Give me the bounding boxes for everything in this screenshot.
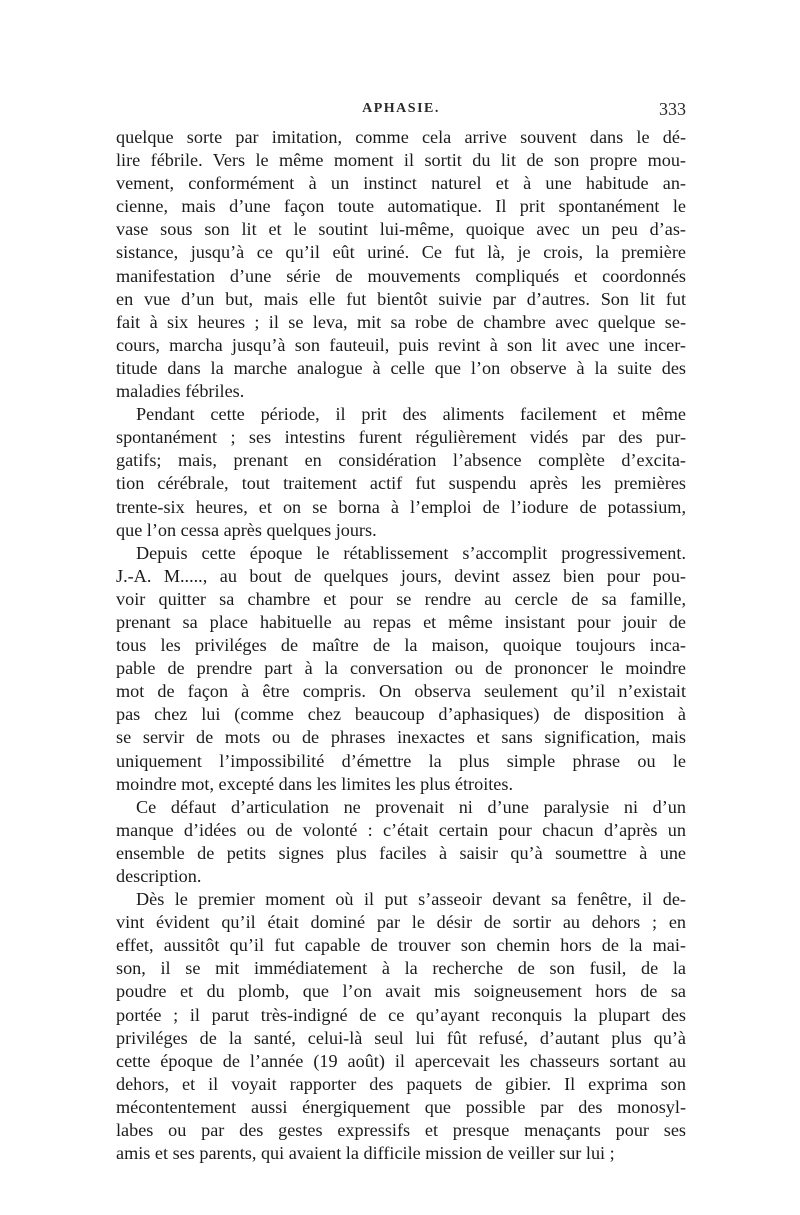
text-line: lire fébrile. Vers le même moment il sortit du lit de son propre mou- (116, 150, 686, 171)
body-text (116, 126, 686, 1165)
paragraph (116, 403, 686, 542)
text-line: Ce défaut d’articulation ne provenait ni d’une paralysie ni d’un (136, 796, 686, 817)
text-line: amis et ses parents, qui avaient la difficile mission de veiller sur lui ; (116, 1143, 615, 1164)
text-line: sistance, jusqu’à ce qu’il eût uriné. Ce fut là, je crois, la première (116, 242, 686, 263)
text-line: prenant sa place habituelle au repas et même insistant pour jouir de (116, 611, 686, 632)
text-line: labes ou par des gestes expressifs et presque menaçants pour ses (116, 1120, 686, 1141)
paragraph (116, 888, 686, 1165)
text-line: description. (116, 866, 202, 886)
text-line: se servir de mots ou de phrases inexactes et sans signification, mais (116, 727, 686, 748)
page-number: 333 (659, 99, 686, 119)
text-line: cette époque de l’année (19 août) il apercevait les chasseurs sortant au (116, 1050, 686, 1071)
text-line: effet, aussitôt qu’il fut capable de trouver son chemin hors de la mai- (116, 935, 686, 956)
text-line: son, il se mit immédiatement à la recherche de son fusil, de la (116, 958, 686, 979)
text-line: moindre mot, excepté dans les limites les plus étroites. (116, 773, 514, 794)
running-head (116, 99, 686, 123)
text-line: Pendant cette période, il prit des aliments facilement et même (136, 404, 686, 425)
paragraph (116, 126, 686, 403)
text-line: vase sous son lit et le soutint lui-même, quoique avec un peu d’as- (116, 219, 686, 240)
text-line: uniquement l’impossibilité d’émettre la plus simple phrase ou le (116, 750, 686, 771)
text-line: ensemble de petits signes plus faciles à saisir qu’à soumettre à une (116, 842, 686, 863)
text-line: J.-A. M....., au bout de quelques jours, devint assez bien pour pou- (116, 565, 686, 586)
text-line: pable de prendre part à la conversation ou de prononcer le moindre (116, 658, 686, 679)
text-line: poudre et du plomb, que l’on avait mis soigneusement hors de sa (116, 981, 686, 1002)
paragraph (116, 796, 686, 888)
text-line: manque d’idées ou de volonté : c’était certain pour chacun d’après un (116, 819, 686, 840)
text-line: mécontentement aussi énergiquement que possible par des monosyl- (116, 1096, 686, 1117)
text-line: que l’on cessa après quelques jours. (116, 519, 377, 540)
text-line: cours, marcha jusqu’à son fauteuil, puis revint à son lit avec une incer- (116, 334, 686, 355)
text-line: dehors, et il voyait rapporter des paquets de gibier. Il exprima son (116, 1073, 686, 1094)
text-line: Dès le premier moment où il put s’asseoir devant sa fenêtre, il de- (136, 889, 686, 910)
text-line: trente-six heures, et on se borna à l’emploi de l’iodure de potassium, (116, 496, 686, 517)
text-line: fait à six heures ; il se leva, mit sa robe de chambre avec quelque se- (116, 311, 686, 332)
text-line: vint évident qu’il était dominé par le désir de sortir au dehors ; en (116, 912, 686, 933)
text-line: manifestation d’une série de mouvements compliqués et coordonnés (116, 265, 686, 286)
text-line: vement, conformément à un instinct naturel et à une habitude an- (116, 173, 686, 194)
text-line: priviléges de la santé, celui-là seul lui fût refusé, d’autant plus qu’à (116, 1027, 686, 1048)
text-line: tous les priviléges de maître de la maison, quoique toujours inca- (116, 635, 686, 656)
text-line: voir quitter sa chambre et pour se rendre au cercle de sa famille, (116, 588, 686, 609)
running-title: APHASIE. (362, 101, 440, 116)
text-line: gatifs; mais, prenant en considération l’absence complète d’excita- (116, 450, 686, 471)
text-line: portée ; il parut très-indigné de ce qu’ayant reconquis la plupart des (116, 1004, 686, 1025)
text-line: cienne, mais d’une façon toute automatique. Il prit spontanément le (116, 196, 686, 217)
text-line: spontanément ; ses intestins furent régulièrement vidés par des pur- (116, 427, 686, 448)
text-line: Depuis cette époque le rétablissement s’accomplit progressivement. (136, 542, 686, 563)
text-line: maladies fébriles. (116, 381, 245, 402)
text-line: pas chez lui (comme chez beaucoup d’aphasiques) de disposition à (116, 704, 686, 725)
text-line: quelque sorte par imitation, comme cela arrive souvent dans le dé- (116, 127, 686, 147)
text-line: mot de façon à être compris. On observa seulement qu’il n’existait (116, 681, 686, 702)
paragraph (116, 542, 686, 796)
text-line: en vue d’un but, mais elle fut bientôt suivie par d’autres. Son lit fut (116, 288, 686, 309)
text-line: titude dans la marche analogue à celle que l’on observe à la suite des (116, 357, 686, 378)
text-line: tion cérébrale, tout traitement actif fut suspendu après les premières (116, 473, 686, 494)
